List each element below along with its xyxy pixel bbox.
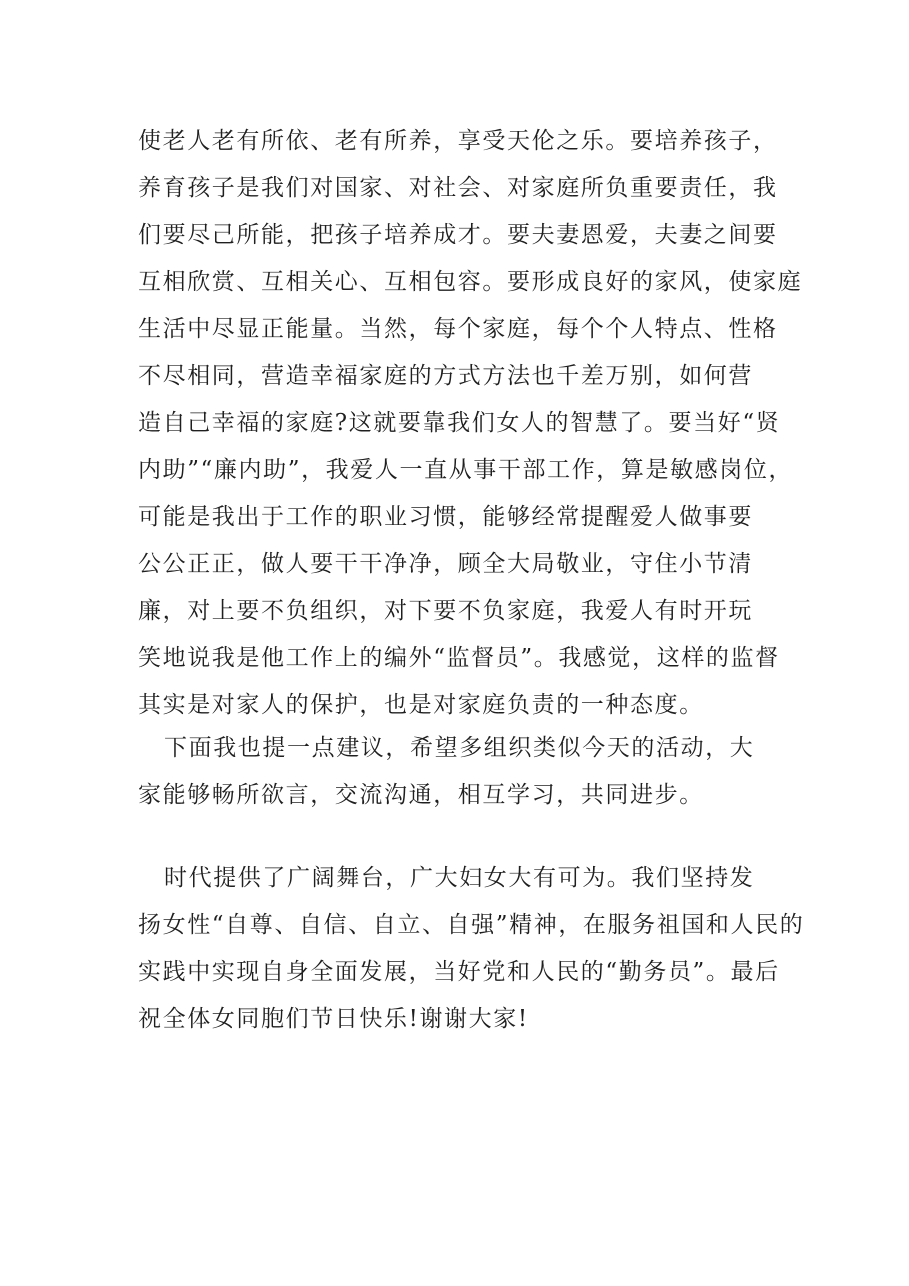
paragraph-line: 扬女性“自尊、自信、自立、自强”精神，在服务祖国和人民的 bbox=[138, 912, 805, 938]
paragraph-line: 养育孩子是我们对国家、对社会、对家庭所负重要责任，我 bbox=[138, 175, 778, 201]
paragraph-2 bbox=[138, 725, 778, 819]
paragraph-line: 时代提供了广阔舞台，广大妇女大有可为。我们坚持发 bbox=[164, 865, 755, 891]
paragraph-line: 祝全体女同胞们节日快乐!谢谢大家! bbox=[138, 1006, 529, 1032]
paragraph-line: 不尽相同，营造幸福家庭的方式方法也千差万别，如何营 bbox=[138, 363, 753, 389]
paragraph-line: 公公正正，做人要干干净净，顾全大局敬业，守住小节清 bbox=[138, 551, 753, 577]
paragraph-line: 其实是对家人的保护，也是对家庭负责的一种态度。 bbox=[138, 692, 704, 718]
paragraph-line: 下面我也提一点建议，希望多组织类似今天的活动，大 bbox=[164, 735, 755, 761]
paragraph-line: 互相欣赏、互相关心、互相包容。要形成良好的家风，使家庭 bbox=[138, 269, 803, 295]
paragraph-line: 可能是我出于工作的职业习惯，能够经常提醒爱人做事要 bbox=[138, 504, 753, 530]
paragraph-line: 们要尽己所能，把孩子培养成才。要夫妻恩爱，夫妻之间要 bbox=[138, 222, 778, 248]
paragraph-line: 家能够畅所欲言，交流沟通，相互学习，共同进步。 bbox=[138, 782, 704, 808]
paragraph-line: 生活中尽显正能量。当然，每个家庭，每个个人特点、性格 bbox=[138, 316, 778, 342]
paragraph-line: 实践中实现自身全面发展，当好党和人民的“勤务员”。最后 bbox=[138, 959, 780, 985]
paragraph-line: 笑地说我是他工作上的编外“监督员”。我感觉，这样的监督 bbox=[138, 645, 780, 671]
paragraph-line: 造自己幸福的家庭?这就要靠我们女人的智慧了。要当好“贤 bbox=[138, 410, 781, 436]
paragraph-3 bbox=[138, 855, 805, 1043]
paragraph-1 bbox=[138, 118, 803, 729]
paragraph-line: 内助”“廉内助”，我爱人一直从事干部工作，算是敏感岗位， bbox=[138, 457, 794, 483]
paragraph-line: 使老人老有所依、老有所养，享受天伦之乐。要培养孩子， bbox=[138, 128, 778, 154]
paragraph-line: 廉，对上要不负组织，对下要不负家庭，我爱人有时开玩 bbox=[138, 598, 753, 624]
